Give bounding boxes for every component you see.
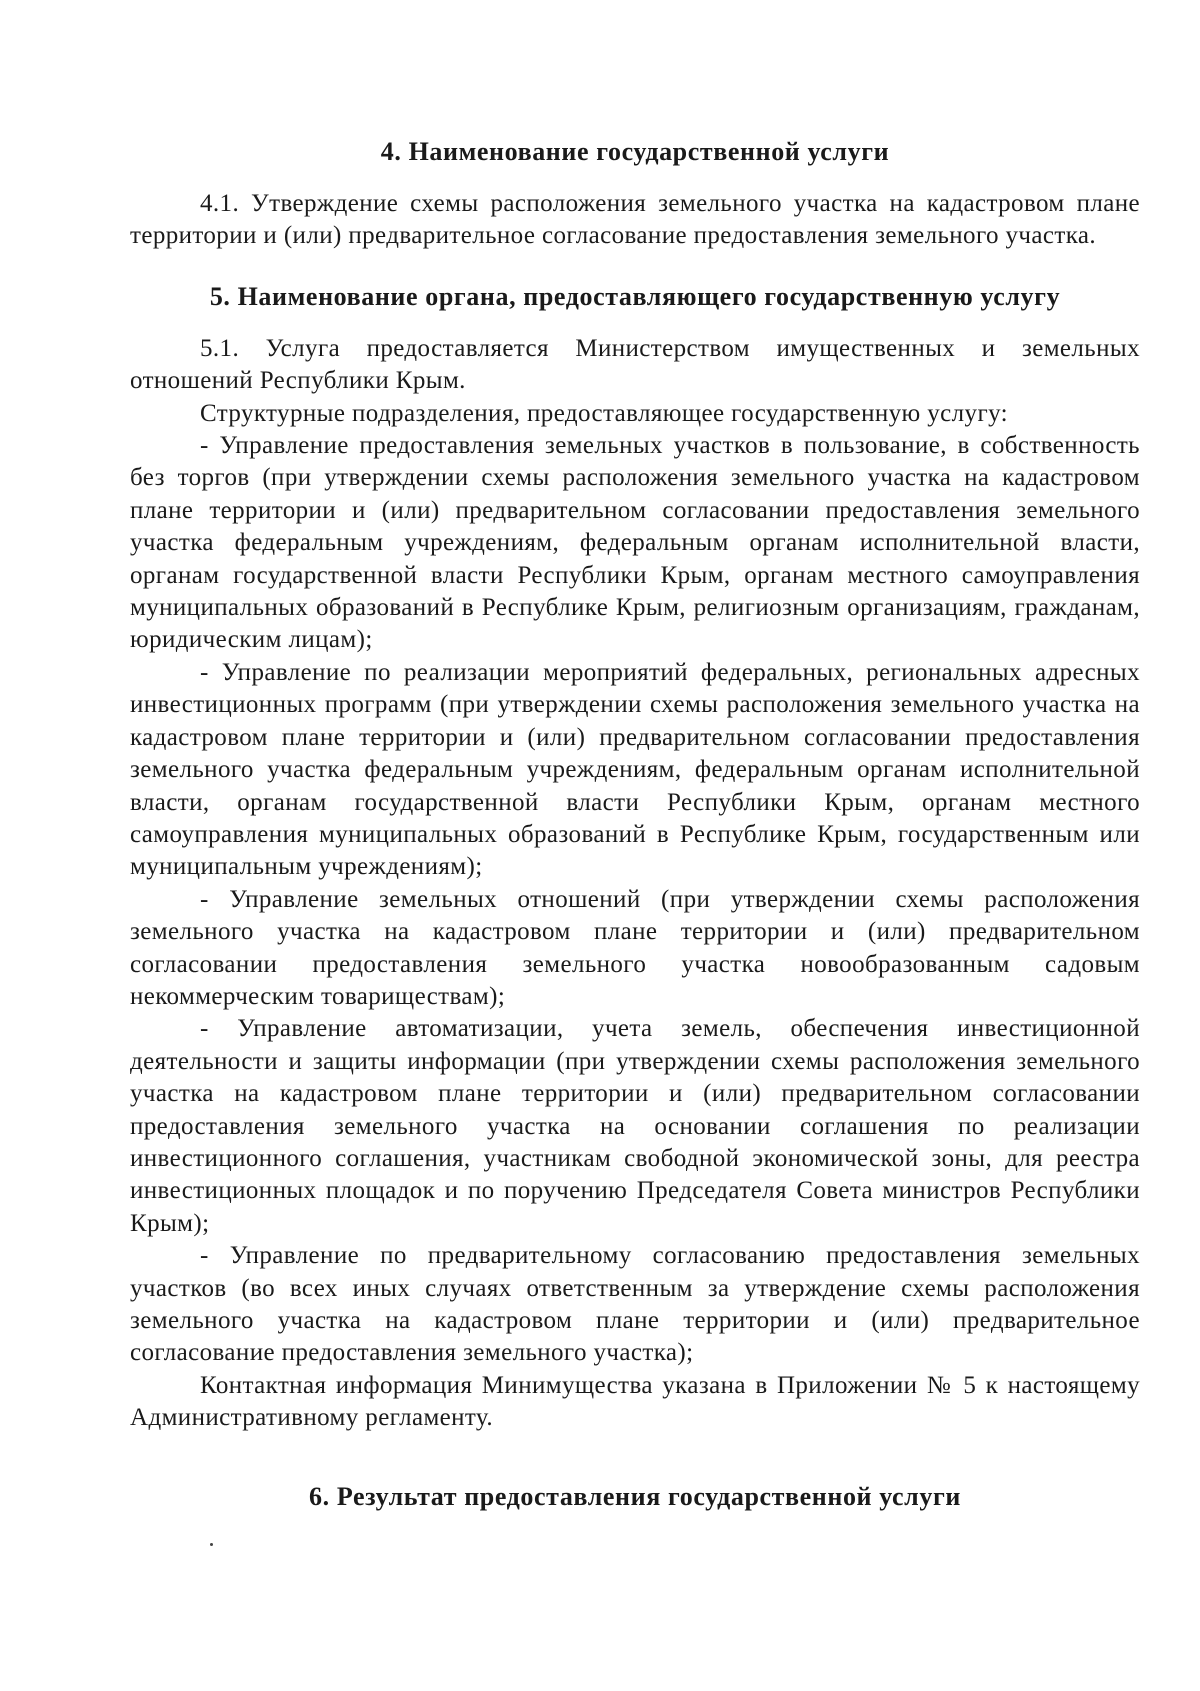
department-list-item: - Управление по реализации мероприятий федеральных, региональных адресных инвестиционных программ (при утверждении схемы расположения земельного участка на кадастровом плане территории и (или) предварительном согласовании предоставления земельного участка федеральным учреждениям, федеральным органам исполнительной власти, органам государственной власти Республики Крым, органам местного самоуправления муниципальных образований в Республике Крым, государственным или муниципальным учреждениям); <box>130 658 1140 881</box>
section-5-heading: 5. Наименование органа, предоставляющего государственную услугу <box>209 281 1061 311</box>
section-6-heading: 6. Результат предоставления государственной услуги <box>309 1481 961 1511</box>
department-list-item: - Управление земельных отношений (при утверждении схемы расположения земельного участка на кадастровом плане территории и (или) предварительном согласовании предоставления земельного участка новообразованным садовым некоммерческим товариществам); <box>130 885 1140 1010</box>
section-4-paragraph-1: 4.1. Утверждение схемы расположения земельного участка на кадастровом плане территории и (или) предварительное согласование предоставления земельного участка. <box>130 190 1140 250</box>
document-page <box>130 120 1140 1513</box>
department-list-item: - Управление предоставления земельных участков в пользование, в собственность без торгов (при утверждении схемы расположения земельного участка на кадастровом плане территории и (или) предварительном согласовании предоставления земельного участка федеральным учреждениям, федеральным органам исполнительной власти, органам государственной власти Республики Крым, органам местного самоуправления муниципальных образований в Республике Крым, религиозным организациям, гражданам, юридическим лицам); <box>130 432 1140 654</box>
department-list-item: - Управление автоматизации, учета земель, обеспечения инвестиционной деятельности и защиты информации (при утверждении схемы расположения земельного участка на кадастровом плане территории и (или) предварительном согласовании предоставления земельного участка на основании соглашения по реализации инвестиционного соглашения, участникам свободной экономической зоны, для реестра инвестиционных площадок и по поручению Председателя Совета министров Республики Крым); <box>130 1015 1140 1237</box>
section-4-heading: 4. Наименование государственной услуги <box>380 137 890 166</box>
department-list-item: - Управление по предварительному согласованию предоставления земельных участков (во всех иных случаях ответственным за утверждение схемы расположения земельного участка на кадастровом плане территории и (или) предварительное согласование предоставления земельного участка); <box>130 1242 1140 1367</box>
section-5-paragraph-2: Структурные подразделения, предоставляющее государственную услугу: <box>200 399 1009 427</box>
scan-artifact-dot <box>210 1543 213 1546</box>
contact-info-paragraph: Контактная информация Минимущества указана в Приложении № 5 к настоящему Административному регламенту. <box>130 1371 1140 1432</box>
section-5-paragraph-1: 5.1. Услуга предоставляется Министерством имущественных и земельных отношений Республики Крым. <box>130 334 1140 395</box>
